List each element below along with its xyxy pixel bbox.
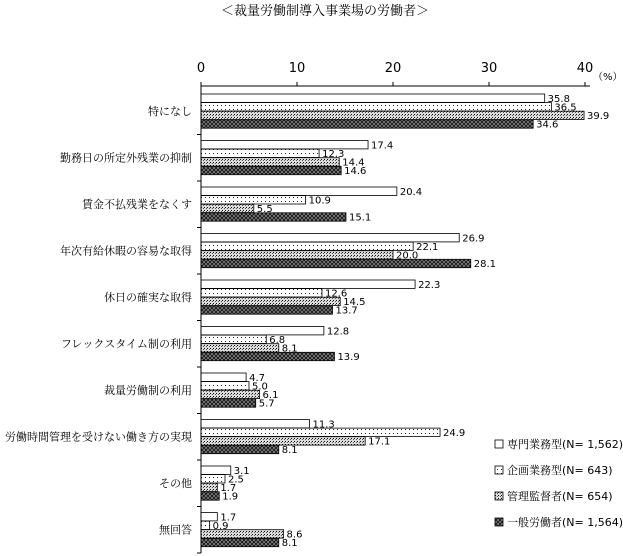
bar [201,420,309,428]
data-label: 6.1 [262,390,279,402]
bar [201,335,266,343]
data-label: 5.0 [252,381,268,393]
legend-label: 専門業務型(N= 1,562) [507,438,623,451]
bar [201,475,225,483]
category-label: 裁量労働制の利用 [104,384,192,398]
legend-label: 一般労働者(N= 1,564) [507,516,623,529]
bar [201,213,346,221]
legend-label: 企画業務型(N= 643) [507,464,613,477]
bar [201,445,279,453]
data-label: 12.8 [326,326,350,338]
bar [201,120,533,128]
bar [201,538,279,546]
data-label: 0.9 [212,521,229,532]
category-label: 労働時間管理を受けない働き方の実現 [5,430,192,444]
bar [201,483,217,491]
x-tick-label: 0 [196,61,206,76]
category-label: 勤務日の所定外残業の抑制 [60,151,192,165]
bar [201,352,334,360]
bar [201,492,219,500]
bar [201,289,322,297]
bar [201,242,413,250]
data-label: 14.5 [343,297,366,309]
category-label: その他 [159,477,192,491]
bar [201,259,471,267]
data-label: 10.9 [308,195,331,207]
bar [201,166,341,174]
bar [201,466,231,474]
category-label: 賃金不払残業をなくす [82,198,192,212]
bar [201,437,365,445]
x-tick-label: 40 [576,61,594,76]
bar [201,234,459,242]
bar [201,513,217,521]
data-label: 22.1 [416,242,439,253]
x-tick-label: 20 [384,61,402,76]
bar [201,251,393,259]
category-label: フレックスタイム制の利用 [60,337,192,351]
unit-label: （%） [593,72,623,83]
bar [201,344,279,352]
data-label: 14.6 [344,166,367,178]
legend-swatch [495,440,503,448]
category-label: 無回答 [159,523,192,537]
data-label: 1.9 [222,491,239,503]
data-label: 22.3 [418,279,441,291]
legend-swatch [495,492,503,500]
bar [201,111,584,119]
data-label: 6.8 [269,335,286,346]
data-label: 14.4 [342,157,365,169]
bar [201,521,210,529]
data-label: 2.5 [228,474,244,486]
data-label: 8.1 [281,343,298,355]
data-label: 39.9 [587,111,610,123]
bar [201,390,260,398]
data-label: 20.0 [396,250,419,262]
data-label: 28.1 [473,259,497,271]
bar [201,141,368,149]
legend [495,437,623,529]
bar [201,306,333,314]
data-label: 17.4 [371,140,394,152]
data-label: 8.1 [281,538,298,550]
data-label: 8.1 [281,445,298,457]
data-label: 11.3 [312,419,335,431]
x-tick-label: 30 [480,61,498,76]
data-label: 13.9 [337,352,360,364]
data-label: 24.9 [443,428,466,439]
data-label: 17.1 [368,436,391,448]
data-label: 5.5 [256,204,273,216]
bar [201,382,249,390]
data-label: 35.8 [547,93,570,105]
legend-label: 管理監督者(N= 654) [507,490,613,503]
data-label: 15.1 [348,212,372,224]
bar [201,187,397,195]
category-label: 休日の確実な取得 [104,291,192,305]
bar [201,204,254,212]
bar [201,94,545,102]
data-label: 4.7 [249,372,266,384]
category-label: 年次有給休暇の容易な取得 [60,244,192,258]
data-label: 13.7 [335,305,358,317]
legend-swatch [495,466,503,474]
bar [201,297,340,305]
x-axis-ticks [197,61,593,86]
category-label: 特になし [148,105,192,119]
data-label: 26.9 [462,233,485,245]
bar [201,373,246,381]
bar-series [201,94,584,550]
bar [201,327,324,335]
data-label: 3.1 [233,465,250,477]
bar [201,103,551,111]
data-label: 1.7 [220,512,237,524]
category-labels [5,104,201,553]
data-label: 8.6 [286,529,303,541]
data-label: 34.6 [536,119,559,131]
data-label: 36.5 [554,102,577,114]
bar [201,196,306,204]
legend-swatch [495,518,503,526]
data-label: 1.7 [220,483,237,495]
data-label: 20.4 [399,186,423,198]
data-label: 5.7 [258,398,275,410]
data-label: 12.6 [324,288,348,300]
bar [201,158,339,166]
x-tick-label: 10 [288,61,306,76]
data-label: 12.3 [322,149,345,160]
chart-title: ＜裁量労働制導入事業場の労働者＞ [220,4,430,19]
bar [201,149,319,157]
bar [201,280,415,288]
bar [201,399,256,407]
